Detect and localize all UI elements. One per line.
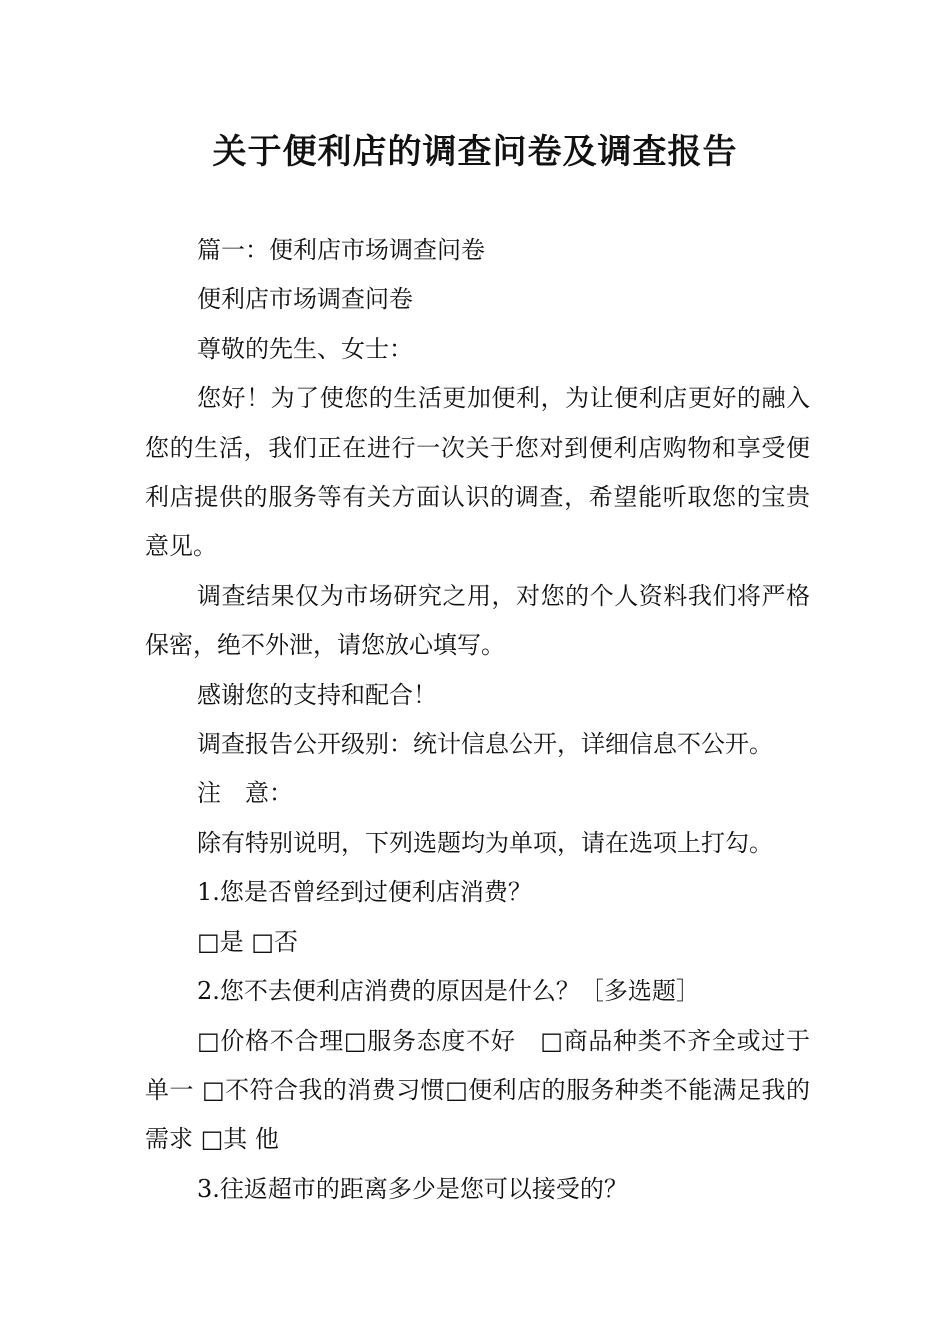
note-paragraph: 除有特别说明，下列选题均为单项，请在选项上打勾。 (197, 828, 773, 857)
question-1-options: □是 □否 (197, 927, 298, 956)
section-heading: 篇一：便利店市场调查问卷 (197, 236, 485, 264)
question-1: 1.您是否曾经到过便利店消费？ (197, 878, 532, 907)
intro-paragraph: 您好！为了使您的生活更加便利，为让便利店更好的融入您的生活，我们正在进行一次关于您对到便利店购物和享受便利店提供的服务等有关方面认识的调查，希望能听取您的宝贵意见。 (145, 384, 810, 561)
questionnaire-title: 便利店市场调查问卷 (197, 285, 413, 314)
salutation: 尊敬的先生、女士： (197, 334, 413, 363)
disclosure-level-paragraph: 调查报告公开级别：统计信息公开，详细信息不公开。 (197, 730, 773, 759)
thanks-paragraph: 感谢您的支持和配合！ (197, 680, 437, 709)
question-2-options: □价格不合理□服务态度不好 □商品种类不齐全或过于单一 □不符合我的消费习惯□便利店的服务种类不能满足我的需求 □其 他 (145, 1026, 810, 1154)
document-title: 关于便利店的调查问卷及调查报告 (212, 132, 738, 172)
question-2: 2.您不去便利店消费的原因是什么？［多选题］ (197, 977, 700, 1006)
document-body (145, 226, 810, 1214)
note-heading: 注 意： (197, 779, 293, 808)
question-3: 3.往返超市的距离多少是您可以接受的？ (197, 1174, 628, 1203)
privacy-paragraph: 调查结果仅为市场研究之用，对您的个人资料我们将严格保密，绝不外泄，请您放心填写。 (145, 581, 810, 660)
